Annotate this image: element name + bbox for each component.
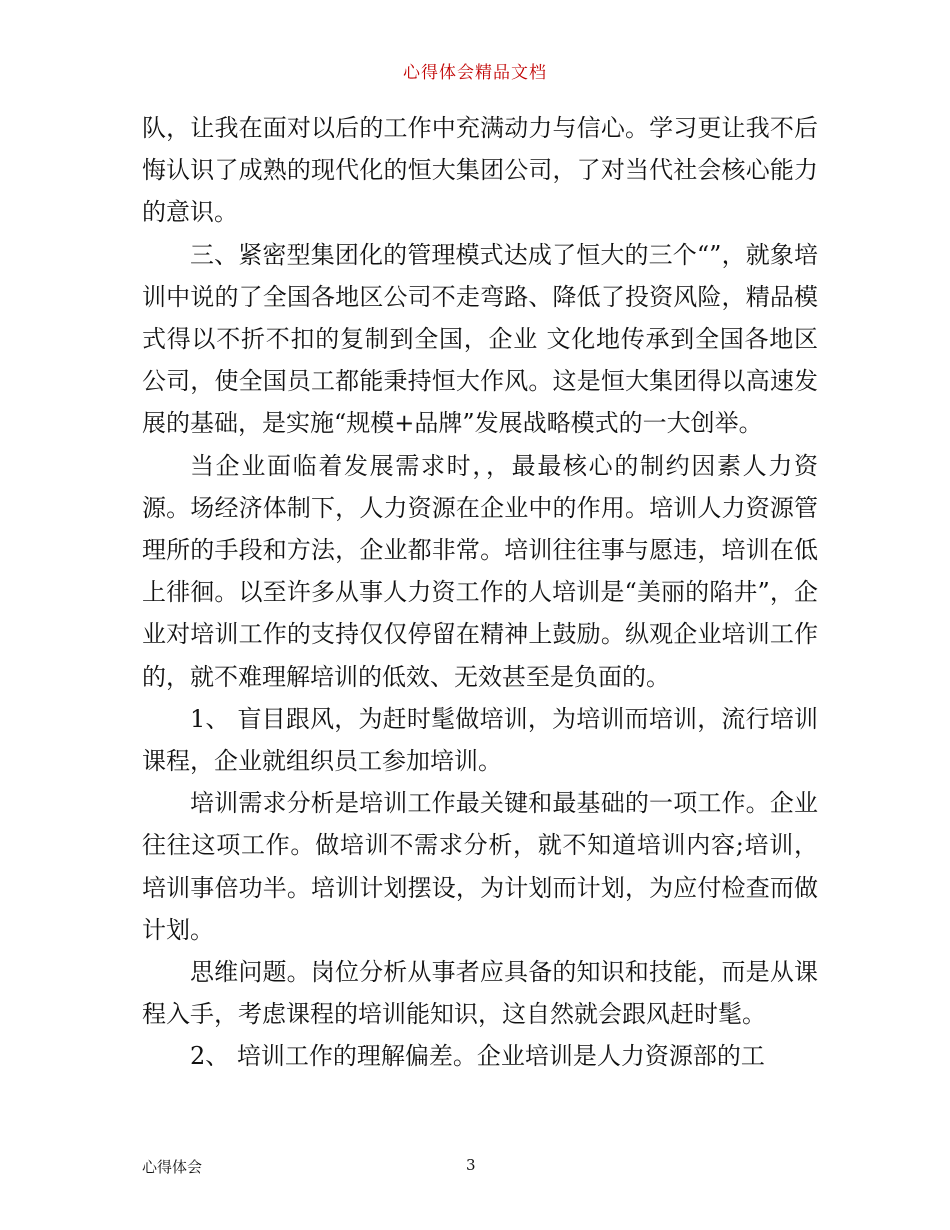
paragraph-6: 思维问题。岗位分析从事者应具备的知识和技能，而是从课程入手，考虑课程的培训能知识，这自然就会跟风赶时髦。 <box>142 958 818 1029</box>
paragraph-5: 培训需求分析是培训工作最关键和最基础的一项工作。企业往往这项工作。做培训不需求分析，就不知道培训内容;培训，培训事倍功半。培训计划摆设，为计划而计划，为应付检查而做计划。 <box>142 789 818 944</box>
paragraph-4: 1、 盲目跟风，为赶时髦做培训，为培训而培训，流行培训课程，企业就组织员工参加培训。 <box>142 704 818 776</box>
paragraph-7: 2、 培训工作的理解偏差。企业培训是人力资源部的工 <box>190 1042 765 1071</box>
paragraph-3: 当企业面临着发展需求时，，最最核心的制约因素人力资源。场经济体制下，人力资源在企业中的作用。培训人力资源管理所的手段和方法，企业都非常。培训往往事与愿违，培训在低上徘徊。以至许多从事人力资工作的人培训是“美丽的陷井”，企业对培训工作的支持仅仅停留在精神上鼓励。纵观企业培训工作的，就不难理解培训的低效、无效甚至是负面的。 <box>142 451 818 691</box>
footer-label: 心得体会 <box>142 1158 203 1176</box>
paragraph-1: 队，让我在面对以后的工作中充满动力与信心。学习更让我不后悔认识了成熟的现代化的恒大集团公司，了对当代社会核心能力的意识。 <box>142 114 818 227</box>
page-number: 3 <box>466 1156 476 1174</box>
document-body <box>142 107 818 1078</box>
page-header-title: 心得体会精品文档 <box>403 63 547 83</box>
paragraph-2: 三、紧密型集团化的管理模式达成了恒大的三个“”，就象培训中说的了全国各地区公司不走弯路、降低了投资风险，精品模式得以不折不扣的复制到全国，企业 文化地传承到全国各地区公司，使全国员工都能秉持恒大作风。这是恒大集团得以高速发展的基础，是实施“规模+品牌”发展战略模式的一大创举。 <box>142 240 818 438</box>
